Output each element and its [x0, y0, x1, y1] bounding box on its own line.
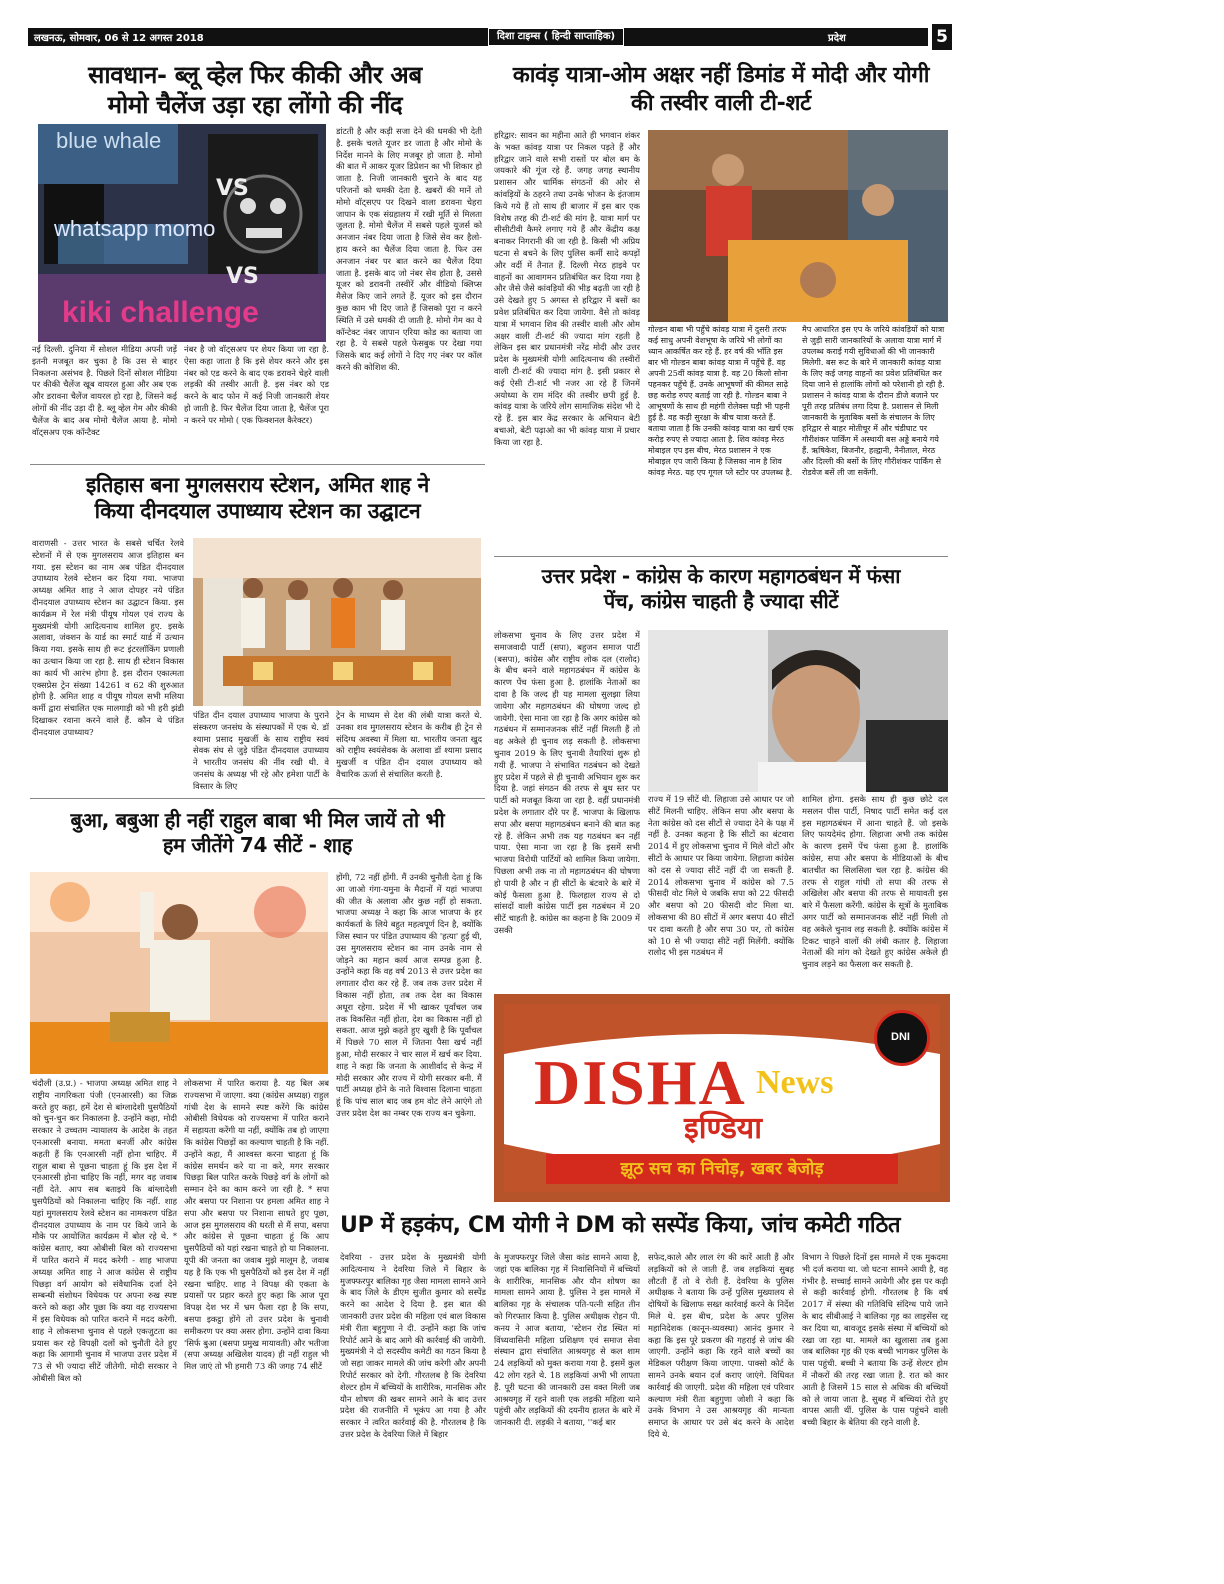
story5-photo	[30, 872, 328, 1074]
disha-news-ad	[494, 994, 950, 1202]
story6-col3: सफेद,काले और लाल रंग की कारें आती हैं और लड़कियों को ले जाती हैं. जब लड़कियां सुबह लौटती हैं तो वे रोती हैं. देवरिया के पुलिस अधीक्षक ने बताया कि उन्हें पुलिस मुख्यालय से दोषियों के खिलाफ सख्त कार्रवाई करने के निर्देश मिले थे. इस बीच, प्रदेश के अपर पुलिस महानिदेशक (कानून-व्यवस्था) आनंद कुमार ने कहा कि इस पूरे प्रकरण की गहराई से जांच की जाएगी. उन्होंने कहा कि रहने वाले बच्चों का मेडिकल परीक्षण किया जाएगा. पाक्सो कोर्ट के सामने उनके बयान दर्ज कराए जाएंगे. विधिवत कार्रवाई की जाएगी. प्रदेश की महिला एवं परिवार कल्याण मंत्री रीता बहुगुणा जोशी ने कहा कि उनके विभाग ने उस आश्रयगृह की मान्यता समाप्त के आधार पर उसे बंद करने के आदेश दिये थे.	[648, 1252, 794, 1439]
story2-caption-col1: गोल्डन बाबा भी पहुँचे कांवड़ यात्रा में दुसरी तरफ कई साधु अपनी वेशभूषा के जरिये भी लोगों का ध्यान आकर्षित कर रहे हैं. हर वर्ष की भाँति इस बार भी गोल्डन बाबा कांवड़ यात्रा में पहुँचे हैं. वह अपनी 25वीं कांवड़ यात्रा है. वह 20 किलो सोना पहनकर पहुँचे हैं. उनके आभूषणों की कीमत साढ़े छह करोड़ रुपए बताई जा रही है. गोल्डन बाबा ने आभूषणों के साथ ही महंगी रोलेक्स घड़ी भी पहनी हुई है. वह कड़ी सुरक्षा के बीच यात्रा करते हैं. बताया जाता है कि उनकी कांवड़ यात्रा का खर्च एक करोड़ रुपए से ज्यादा आता है. शिव कांवड़ मेरठ मोबाइल एप इस बीच, मेरठ प्रशासन ने एक मोबाइल एप जारी किया है जिसका नाम है शिव कांवड़ मेरठ. यह एप गूगल प्ले स्टोर पर उपलब्ध है.	[648, 325, 794, 477]
story5-headline-line1: बुआ, बबुआ ही नहीं राहुल बाबा भी मिल जायें तो भी	[70, 808, 445, 832]
divider	[30, 464, 485, 465]
header-section: प्रदेश	[828, 33, 846, 44]
story4-col3: शामिल होगा. इसके साथ ही कुछ छोटे दल मसलन पीस पार्टी, निषाद पार्टी समेत कई दल इस महागठबंधन में आना चाहते हैं. जो इसके लिए फायदेमंद होगा. लिहाजा अभी तक कांग्रेस के कारण इसमें पेंच फंसा हुआ है. हालांकि कांग्रेस, सपा और बसपा के मीडियाओं के बीच बातचीत का सिलसिला चल रहा है. कांग्रेस की तरफ से राहुल गांधी तो सपा की तरफ से अखिलेश और बसपा की तरफ से मायावती इस बारे में फैसला करेंगी. कांग्रेस के सूत्रों के मुताबिक अगर पार्टी को सम्मानजनक सीटें नहीं मिली तो वह अकेले चुनाव लड़ सकती है. क्योंकि कांग्रेस में टिकट चाहने वालों की लंबी कतार है. लिहाजा नेताओं की मांग को देखते हुए कांग्रेस अकेले ही चुनाव लड़ने का फैसला कर सकती है.	[802, 794, 948, 970]
ad-mic-icon	[874, 1010, 930, 1066]
collage-text-kiki: kiki challenge	[62, 296, 259, 329]
story2-headline-line1: कावंड़ यात्रा-ओम अक्षर नहीं डिमांड में मोदी और योगी	[512, 63, 930, 88]
story3-headline-line1: इतिहास बना मुगलसराय स्टेशन, अमित शाह ने	[86, 473, 429, 497]
story2-caption-col2: मैप आधारित इस एप के जरिये कांवड़ियों को यात्रा से जुड़ी सारी जानकारियों के अलावा यात्रा मार्ग में उपलब्ध कराई गयी सुविधाओं की भी जानकारी मिलेगी. बस रूट के बारे में जानकारी कांवड़ यात्रा के लिए कई जगह वाहनों का प्रवेश प्रतिबंधित कर दिया जाने से हालांकि लोगों को परेशानी हो रही है. प्रशासन ने कांवड़ यात्रा के दौरान डीजे बजाने पर पूरी तरह प्रतिबंध लगा दिया है. प्रशासन से मिली जानकारी के मुताबिक बसों के संचालन के लिए हरिद्वार से बाहर मोतीचूर में और चंडीघाट पर गौरीशंकर पार्किंग में अस्थायी बस अड्डे बनाये गये हैं. ऋषिकेश, बिजनौर, हल्द्वानी, नैनीताल, मेरठ और दिल्ली की बसों के लिए गौरीशंकर पार्किंग से रोडवेज बसें ली जा सकेंगी.	[802, 325, 945, 477]
tshirt-shop-photo	[648, 130, 948, 322]
story5-col3: होंगी, 72 नहीं होंगी. मैं उनकी चुनौती देता हूं कि आ जाओ गंगा-यमुना के मैदानों में यहां भाजपा की जीत के अलावा और कुछ नहीं हो सकता. भाजपा अध्यक्ष ने कहा कि आज भाजपा के हर कार्यकर्ता के लिये बहुत महत्वपूर्ण दिन है, क्योंकि जिस स्थान पर पंडित उपाध्याय की 'हत्या' हुई थी, उस मुगलसराय स्टेशन का नाम उनके नाम से जोड़ने का महान कार्य आज सम्पन्न हुआ है. उन्होंने कहा कि वह वर्ष 2013 से उत्तर प्रदेश का लगातार दौरा कर रहे हैं. जब तक उत्तर प्रदेश में विकास नहीं होता, तब तक देश का विकास अधूरा रहेगा. प्रदेश में भी खाकर पूर्वांचल जब तक विकसित नहीं होता, देश का विकास नहीं हो सकता. आज मुझे कहते हुए खुशी है कि पूर्वांचल में पिछले 70 साल में जितना पैसा खर्च नहीं हुआ, मोदी सरकार ने चार साल में खर्च कर दिया. शाह ने कहा कि जनता के आशीर्वाद से केन्द्र में मोदी सरकार और राज्य में योगी सरकार बनी. मैं पार्टी अध्यक्ष होने के नाते विश्वास दिलाना चाहता हूं कि पांच साल बाद जब हम वोट लेने आएंगे तो उत्तर प्रदेश देश का नम्बर एक राज्य बन चुकेगा.	[336, 872, 482, 1118]
story6-col2: के मुजफ्फरपुर जिले जैसा कांड सामने आया है, जहां एक बालिका गृह में निवासिनियों में बच्चियों के शारीरिक, मानसिक और यौन शोषण का मामला सामने आया है. पुलिस ने इस मामले में बालिका गृह के संचालक पति-पत्नी सहित तीन को गिरफ्तार किया है. पुलिस अधीक्षक रोहन पी. कनय ने आज बताया, 'स्टेशन रोड स्थित मां विंध्यवासिनी महिला प्रशिक्षण एवं समाज सेवा संस्थान द्वारा संचालित आश्रयगृह से कल शाम 24 लड़कियों को मुक्त कराया गया है. इसमें कुल 42 लोग रहते थे. 18 लड़कियां अभी भी लापता हैं. पूरी घटना की जानकारी उस वक्त मिली जब आश्रयगृह में रहने वाली एक लड़की महिला थाने पहुंची और लड़कियों की दयनीय हालत के बारे में जानकारी दी. लड़की ने बताया, ''कई बार	[494, 1252, 640, 1428]
story3-col1: वाराणसी - उत्तर भारत के सबसे चर्चित रेलवे स्टेशनों में से एक मुगलसराय आज इतिहास बन गया. इस स्टेशन का नाम अब पंडित दीनदयाल उपाध्याय रेलवे स्टेशन कर दिया गया. भाजपा अध्यक्ष अमित शाह ने आज दोपहर नये पंडित दीनदयाल उपाध्याय स्टेशन का उद्घाटन किया. इस कार्यक्रम में रेल मंत्री पीयूष गोयल एवं राज्य के मुख्यमंत्री योगी आदित्यनाथ शामिल हुए. इसके अलावा, जंक्शन के यार्ड का स्मार्ट यार्ड में उत्थान किया गया. इसके साथ ही रूट इंटरलॉकिंग प्रणाली का उत्थान किया जा रहा है. साथ ही स्टेशन विकास का कार्य भी आरंभ होगा है. इस दौरान एकात्मता एक्सप्रेस ट्रेन संख्या 14261 व 62 की शुरुआत होगी है. अमित शाह व पीयूष गोयल सभी मलिया कर्मी द्वारा संचालित एक मालगाड़ी को भी हरी झंडी दिखाकर रवाना करने वाले हैं. कौन थे पंडित दीनदयाल उपाध्याय?	[32, 538, 184, 737]
story4-photo	[648, 630, 948, 792]
story6-col4: विभाग ने पिछले दिनों इस मामले में एक मुकदमा भी दर्ज कराया था. जो घटना सामने आयी है, वह गंभीर है. सच्चाई सामने आयेगी और इस पर कड़ी से कड़ी कार्रवाई होगी. गौरतलब है कि वर्ष 2017 में संस्था की गतिविधि संदिग्ध पाये जाने के बाद सीबीआई ने बालिका गृह का लाइसेंस रद्द कर दिया था, बावजूद इसके संस्था में बच्चियों को रखा जा रहा था. मामले का खुलासा तब हुआ जब बालिका गृह की एक बच्ची भागकर पुलिस के पास पहुंची. बच्ची ने बताया कि उन्हें शेल्टर होम में नौकरों की तरह रखा जाता है. रात को कार आती है जिसमें 15 साल से अधिक की बच्चियों को ले जाया जाता है. सुबह में बच्चियां रोते हुए वापस आती थीं. पुलिस के पास पहुंचने वाली बच्ची बिहार के बेतिया की रहने वाली है.	[802, 1252, 948, 1428]
story2-col1: हरिद्वार: सावन का महीना आते ही भगवान शंकर के भक्त कांवड़ यात्रा पर निकल पड़ते हैं और हरिद्वार जाने वाले सभी रास्तों पर बोल बम के जयकारे की गूंज रहे हैं. जगह जगह स्थानीय प्रशासन और धार्मिक संगठनों की ओर से कांवड़ियों के ठहरने तथा उनके भोजन के इंतजाम किये गये हैं तो साथ ही बाजार में इस बार एक विशेष तरह की टी-शर्ट की मांग है. यात्रा मार्ग पर सीसीटीवी कैमरे लगाए गये हैं और केंद्रीय कक्ष बनाकर निगरानी की जा रही है. किसी भी अप्रिय घटना से बचने के लिए पुलिस कर्मी सादे कपड़ों और वर्दी में तैनात हैं. दिल्ली मेरठ हाइवे पर वाहनों का आवागमन प्रतिबंधित कर दिया गया है और जैसे जैसे कांवड़ियों की भीड़ बढ़ती जा रही है उसे देखते हुए 5 अगस्त से हरिद्वार में बसों का प्रवेश प्रतिबंधित कर दिया जायेगा. वैसे तो कांवड़ यात्रा में भगवान शिव की तस्वीर वाली और ओम अक्षर वाली टी-शर्ट की ज्यादा मांग रहती है लेकिन इस बार प्रधानमंत्री नरेंद्र मोदी और उत्तर प्रदेश के मुख्यमंत्री योगी आदित्यनाथ की तस्वीरों वाली टी-शर्ट की ज्यादा मांग है. इसी प्रकार से कई ऐसी टी-शर्ट भी नजर आ रहे हैं जिनमें अयोध्या के राम मंदिर की तस्वीर छपी हुई है. कांवड़ यात्रा के जरिये लोग सामाजिक संदेश भी दे रहे हैं. इस बार केंद्र सरकार के अभियान बेटी बचाओ, बेटी पढ़ाओ का भी कांवड़ यात्रा में प्रचार किया जा रहा है.	[494, 130, 640, 447]
story4-col1: लोकसभा चुनाव के लिए उत्तर प्रदेश में समाजवादी पार्टी (सपा), बहुजन समाज पार्टी (बसपा), कांग्रेस और राष्ट्रीय लोक दल (रालोद) के बीच बनने वाले महागठबंधन में कांग्रेस के कारण पेंच फंसा हुआ है. हालांकि नेताओं का दावा है कि जल्द ही यह मामला सुलझा लिया जायेगा और महागठबंधन की घोषणा जल्द हो जायेगी. ऐसा माना जा रहा है कि अगर कांग्रेस को गठबंधन में सम्मानजनक सीटें नहीं मिलती हैं तो वह अकेले ही चुनाव लड़ सकती है. लोकसभा चुनाव 2019 के लिए चुनावी तैयारियां शुरू हो गयी हैं. भाजपा ने संभावित गठबंधन को देखते हुए प्रदेश में पहले से ही चुनावी अभियान शुरू कर दिया है. जहां संगठन की तरफ से बूथ स्तर पर पार्टी को मजबूत किया जा रहा है. वहीं प्रधानमंत्री प्रदेश के लगातार दौरे पर हैं. भाजपा के खिलाफ सपा और बसपा महागठबंधन बनाने की बात कह रहे हैं. लेकिन अभी तक यह गठबंधन बन नहीं पाया. ऐसा माना जा रहा है कि इसमें सभी भाजपा विरोधी पार्टियों को शामिल किया जायेगा. पिछला अभी तक ना तो महागठबंधन की घोषणा हो पायी है और न ही सीटों के बंटवारे के बारे में कोई फैसला हुआ है. फिलहाल राज्य से दो सांसदों वाली कांग्रेस पार्टी इस गठबंधन में 20 सीटें चाहती है. कांग्रेस का कहना है कि 2009 में उसकी	[494, 630, 640, 935]
portrait-photo	[648, 630, 948, 792]
story2-headline-line2: की तस्वीर वाली टी-शर्ट	[631, 90, 811, 116]
story3-col2: पंडित दीन दयाल उपाध्याय भाजपा के पुराने संस्करण जनसंघ के संस्थापकों में एक थे. डॉ श्यामा प्रसाद मुखर्जी के साथ राष्ट्रीय स्वयं सेवक संघ से जुड़े पंडित दीनदयाल उपाध्याय ने भारतीय जनसंघ की नींव रखी थी. वे जनसंघ के अध्यक्ष भी रहे और हमेशा पार्टी के विस्तार के लिए	[193, 710, 329, 791]
header-strip	[28, 28, 928, 46]
story2-headline	[494, 62, 948, 117]
story1-col2: नंबर है जो वॉट्सअप पर शेयर किया जा रहा है. ऐसा कहा जाता है कि इसे शेयर करने और इस नंबर को एड करने के बाद एक डरावने चेहरे वाली लड़की की तस्वीर आती है. इस नंबर को एड करने के बाद फोन में कई निजी जानकारी शेयर हो जाती है. फिर चैलेंज दिया जाता है, चैलेंज पूरा न करने पर मोमो ( एक फिक्शनल कैरेक्टर)	[184, 344, 329, 425]
ad-tagline: झूठ सच का निचोड़, खबर बेजोड़	[620, 1159, 824, 1179]
collage-text-blue-whale: blue whale	[56, 128, 162, 153]
story3-photo	[193, 538, 481, 706]
divider	[494, 556, 948, 557]
story4-headline	[494, 564, 948, 614]
story5-headline	[30, 808, 485, 858]
story3-col3: ट्रेन के माध्यम से देश की लंबी यात्रा करते थे. उनका शव मुगलसराय स्टेशन के करीब ही ट्रेन से संदिग्ध अवस्था में मिला था. भारतीय जनता खुद को राष्ट्रीय स्वयंसेवक के अलावा डॉ श्यामा प्रसाद मुखर्जी व पंडित दीन दयाल उपाध्याय को वैचारिक ऊर्जा से संचालित करती है.	[336, 710, 482, 779]
story4-headline-line1: उत्तर प्रदेश - कांग्रेस के कारण महागठबंधन में फंसा	[541, 564, 901, 588]
story5-col2: लोकसभा में पारित कराया है. यह बिल अब राज्यसभा में जाएगा. क्या (कांग्रेस अध्यक्ष) राहुल गांधी देश के सामने स्पष्ट करेंगे कि कांग्रेस ओबीसी विधेयक को राज्यसभा में पारित कराने में सहायता करेंगी या नहीं, क्योंकि तब हो जाएगा कि कांग्रेस पिछड़ों का कल्याण चाहती है कि नहीं. उन्होंने कहा, मैं आश्वस्त करना चाहता हूं कि कांग्रेस समर्थन करे या ना करे, मगर सरकार पिछड़ा बिल पारित करके पिछड़े वर्ग के लोगों को सम्मान देने का काम करने जा रही है. * सपा और बसपा पर निशाना पर हमला अमित शाह ने सपा और बसपा पर निशाना साधते हुए पूछा, आज इस मुगलसराय की धरती से मैं सपा, बसपा और कांग्रेस से पूछना चाहता हूं कि आप घुसपैठियों को यहां रखना चाहते हो या निकालना. यूपी की जनता का जवाब मुझे मालूम है, जवाब यह है कि एक भी घुसपैठियों को इस देश में नहीं रखना चाहिए. शाह ने विपक्ष की एकता के प्रयासों पर प्रहार करते हुए कहा कि आज पूरा विपक्ष देश भर में भ्रम फैला रहा है कि सपा, बसपा इकट्ठा होंगे तो उत्तर प्रदेश के चुनावी समीकरण पर क्या असर होगा. उन्होंने दावा किया 'सिर्फ बुआ (बसपा प्रमुख मायावती) और भतीजा (सपा अध्यक्ष अखिलेश यादव) ही नहीं राहुल भी मिल जाएं तो भी हमारी 73 की जगह 74 सीटें	[184, 1078, 329, 1372]
inauguration-photo	[193, 538, 481, 706]
divider	[30, 798, 485, 799]
ad-brand: DISHA	[534, 1047, 747, 1118]
header-paper-name: दिशा टाइम्स ( हिन्दी साप्ताहिक)	[488, 28, 624, 46]
story1-headline-line2: मोमो चैलेंज उड़ा रहा लोंगो की नींद	[107, 91, 403, 119]
rally-speech-photo	[30, 872, 328, 1074]
ad-hindi-name: इण्डिया	[684, 1111, 762, 1146]
story4-headline-line2: पेंच, कांग्रेस चाहती है ज्यादा सीटें	[603, 589, 839, 613]
story6-col1: देवरिया - उत्तर प्रदेश के मुख्यमंत्री योगी आदित्यनाथ ने देवरिया जिले में बिहार के मुजफ्फरपुर बालिका गृह जैसा मामला सामने आने के बाद जिले के डीएम सुजीत कुमार को सस्पेंड करने का आदेश दे दिया है. इस बात की जानकारी उत्तर प्रदेश की महिला एवं बाल विकास मंत्री रीता बहुगुणा ने दी. उन्होंने कहा कि जांच रिपोर्ट आने के बाद आगे की कार्रवाई की जायेगी. मुख्यमंत्री ने दो सदस्यीय कमेटी का गठन किया है जो सहा जाकर मामले की जांच करेगी और अपनी रिपोर्ट सरकार को देगी. गौरतलब है कि देवरिया शेल्टर होम में बच्चियों के शारीरिक, मानसिक और यौन शोषण की खबर सामने आने के बाद उत्तर प्रदेश की राजनीति में भूकंप आ गया है और सरकार ने त्वरित कार्रवाई की है. गौरतलब है कि उत्तर प्रदेश के देवरिया जिले में बिहार	[340, 1252, 486, 1439]
story3-headline	[30, 472, 485, 525]
story1-collage-image	[38, 124, 326, 342]
story5-headline-line2: हम जीतेंगे 74 सीटें - शाह	[162, 833, 353, 857]
collage-text-whatsapp: whatsapp momo	[54, 216, 216, 241]
story2-photo	[648, 130, 948, 322]
header-date: लखनऊ, सोमवार, 06 से 12 अगस्त 2018	[34, 33, 204, 44]
story3-headline-line2: किया दीनदयाल उपाध्याय स्टेशन का उद्घाटन	[94, 499, 421, 524]
collage-text-vs-2: VS	[226, 264, 259, 289]
page-number: 5	[932, 24, 952, 50]
story1-col1: नई दिल्ली. दुनिया में सोशल मीडिया अपनी जड़ें इतनी मजबूत कर चुका है कि उस से बाहर निकलना असंभव है. पिछले दिनों सोशल मीडिया पर कीकी चैलेंज खूब वायरल हुआ और अब एक और डरावना चैलेंज वायरल हो रहा है, जिसने कई लोगों की नींद उड़ा दी है. ब्लू व्हेल गेम और कीकी चैलेंज के बाद अब मोमो चैलेंज आया है. मोमो वॉट्सअप एक कॉन्टैक्ट	[32, 344, 177, 437]
story1-headline-line1: सावधान- ब्लू व्हेल फिर कीकी और अब	[88, 61, 422, 89]
ad-mic-badge: DNI	[891, 1031, 910, 1043]
collage-text-vs-1: VS	[216, 176, 249, 201]
story4-col2: राज्य में 19 सीटें थी. लिहाजा उसे आधार पर जो सीटें मिलनी चाहिए. लेकिन सपा और बसपा के नेता कांग्रेस को दस सीटों से ज्यादा देने के पक्ष में नहीं है. उनका कहना है कि सीटों का बंटवारा 2014 में हुए लोकसभा चुनाव में मिले वोटों और सीटों के आधार पर किया जायेगा. लिहाजा कांग्रेस को दस से ज्यादा सीटें नहीं दी जा सकती हैं. 2014 लोकसभा चुनाव में कांग्रेस को 7.5 फीसदी वोट मिले थे जबकि सपा को 22 फीसदी और बसपा को 20 फीसदी वोट मिला था. लोकसभा की 80 सीटों में अगर बसपा 40 सीटों पर दावा करती है और सपा 30 पर, तो कांग्रेस को 10 से भी ज्यादा सीटें नहीं मिलेंगी. क्योंकि रालोद भी इस गठबंधन में	[648, 794, 794, 958]
story1-col3: डांटती है और कड़ी सजा देने की धमकी भी देती है. इसके चलते यूजर डर जाता है और मोमो के निर्देश मानने के लिए मजबूर हो जाता है. मोमो की बात में आकर यूजर डिप्रेशन का भी शिकार हो जाता है. निजी जानकारी चुराने के बाद यह परिजनों को धमकी देता है. खबरों की मानें तो मोमो वॉट्सएप पर दिखने वाला डरावना चेहरा जापान के एक संग्रहालय में रखी मूर्ति से मिलता जुलता है. मोमो चैलेंज में सबसे पहले यूजर्स को अनजान नंबर दिया जाता है जिसे सेव कर हैलो-हाय करने का चैलेंज दिया जाता है. फिर उस अनजान नंबर पर बात करने का चैलेंज दिया जाता है. इसके बाद जो नंबर सेव होता है, उससे यूजर को डरावनी तस्वीरें और वीडियो क्लिप्स मैसेज किए जाने लगते हैं. यूजर को इस दौरान कुछ काम भी दिए जाते हैं जिसको पूरा न करने स्थिति में उसे धमकी दी जाती है. मोमो गेम का ये कॉन्टेक्ट नंबर जापान एरिया कोड का बताया जा रहा है. ये सबसे पहले फेसबुक पर देखा गया जिसके बाद कई लोगों ने दिए गए नंबर पर कॉल करने की कोशिश की.	[336, 126, 482, 372]
ad-brand-sub: News	[756, 1064, 834, 1101]
story1-headline	[30, 60, 480, 120]
story5-col1: चंदौली (उ.प्र.) - भाजपा अध्यक्ष अमित शाह ने राष्ट्रीय नागरिकता पंजी (एनआरसी) का जिक्र करते हुए कहा, हमें देश से बांग्लादेशी घुसपैठियों को चुन-चुन कर निकालना है. उन्होंने कहा, मोदी सरकार ने उच्चतम न्यायालय के आदेश के तहत एनआरसी बनाया. ममता बनर्जी और कांग्रेस कहती हैं कि एनआरसी नहीं होना चाहिए. मैं राहुल बाबा से पूछना चाहता हूं कि इस देश में एनआरसी होना चाहिए कि नहीं, मगर वह जवाब नहीं देते. आप सब बताइये कि बांग्लादेशी घुसपैठियों को निकालना चाहिए कि नहीं. शाह यहां मुगलसराय रेलवे स्टेशन का नामकरण पंडित दीनदयाल उपाध्याय के नाम पर किये जाने के मौके पर आयोजित कार्यक्रम में बोल रहे थे. * कांग्रेस बताए, क्या ओबीसी बिल को राज्यसभा में पारित कराने में मदद करेगी - शाह भाजपा अध्यक्ष अमित शाह ने आज कांग्रेस से राष्ट्रीय पिछड़ा वर्ग आयोग को संवैधानिक दर्जा देने सम्बन्धी संशोधन विधेयक पर अपना रुख स्पष्ट करने को कहा और पूछा कि क्या वह राज्यसभा में इस विधेयक को पारित कराने में मदद करेगी. शाह ने लोकसभा चुनाव से पहले एकजुटता का प्रयास कर रहे विपक्षी दलों को चुनौती देते हुए कहा कि आगामी चुनाव में भाजपा उत्तर प्रदेश में 73 से भी ज्यादा सीटें जीतेगी. मोदी सरकार ने ओबीसी बिल को	[32, 1078, 177, 1383]
story6-headline: UP में हड़कंप, CM योगी ने DM को सस्पेंड किया, जांच कमेटी गठित	[340, 1213, 901, 1238]
